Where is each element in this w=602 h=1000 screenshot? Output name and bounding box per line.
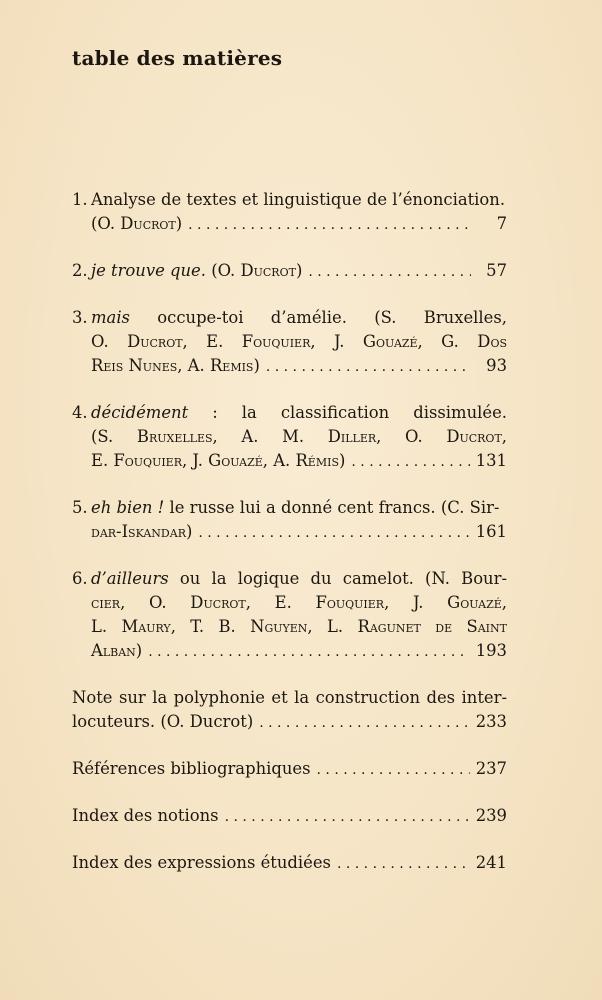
entry-last-line [72, 851, 507, 876]
page-number: 239 [475, 806, 507, 825]
entry-title-italic: mais [91, 308, 130, 327]
entry-last-line [91, 520, 507, 545]
entry-title-italic: d’ailleurs [91, 569, 169, 588]
entry-last-line [91, 354, 507, 379]
leader-dots [188, 213, 471, 237]
leader-dots [266, 355, 471, 379]
entry-authors: (O. Ducrot) [91, 214, 183, 233]
page-number: 241 [475, 853, 507, 872]
entry-title: Références bibliographiques [72, 759, 311, 778]
page-number: 237 [475, 759, 507, 778]
entry-authors: dar-Iskandar) [91, 522, 193, 541]
toc-entry [72, 306, 507, 379]
toc-entry [72, 804, 507, 829]
table-of-contents [72, 188, 507, 898]
entry-number: 3. [72, 308, 88, 327]
entry-last-line [91, 639, 507, 664]
entry-number: 1. [72, 190, 88, 209]
entry-last-line [72, 757, 507, 782]
leader-dots [308, 260, 471, 284]
toc-entry [72, 259, 507, 284]
entry-title-italic: je trouve que. [91, 261, 206, 280]
entry-title-line: L. Maury, T. B. Nguyen, L. Ragunet de Saint [91, 617, 507, 636]
page-number: 131 [475, 451, 507, 470]
toc-entry [72, 188, 507, 237]
entry-last-line [91, 259, 507, 284]
leader-dots [198, 521, 469, 545]
page-number: 233 [475, 712, 507, 731]
leader-dots [225, 805, 470, 829]
entry-title-line: mais occupe-toi d’amélie. (S. Bruxelles, [91, 308, 507, 327]
page-number: 193 [475, 641, 507, 660]
page-number: 7 [496, 214, 507, 233]
entry-title-line: eh bien ! le russe lui a donné cent francs. (C. Sir- [91, 498, 500, 517]
entry-last-line [91, 449, 507, 474]
entry-title-line: d’ailleurs ou la logique du camelot. (N. Bour- [91, 569, 507, 588]
entry-number: 2. [72, 261, 88, 280]
page-number: 57 [486, 261, 507, 280]
entry-title-line: décidément : la classification dissimulée. [91, 403, 507, 422]
leader-dots [351, 450, 469, 474]
entry-last-line [72, 710, 507, 735]
entry-authors: locuteurs. (O. Ducrot) [72, 712, 254, 731]
entry-title-line: O. Ducrot, E. Fouquier, J. Gouazé, G. Dos [91, 332, 507, 351]
toc-entry [72, 757, 507, 782]
entry-title-line: Analyse de textes et linguistique de l’énonciation. [91, 190, 506, 209]
entry-title-line: Note sur la polyphonie et la construction des inter- [72, 688, 507, 707]
page-title: table des matières [72, 46, 283, 70]
entry-number: 4. [72, 403, 88, 422]
leader-dots [337, 852, 470, 876]
entry-authors: (O. Ducrot) [211, 261, 303, 280]
entry-last-line [91, 212, 507, 237]
entry-title-italic: décidément [91, 403, 189, 422]
toc-entry [72, 686, 507, 735]
page-number: 161 [475, 522, 507, 541]
entry-authors: Alban) [91, 641, 143, 660]
leader-dots [317, 758, 470, 782]
entry-title-line: (S. Bruxelles, A. M. Diller, O. Ducrot, [91, 427, 507, 446]
entry-number: 6. [72, 569, 88, 588]
entry-title: Index des expressions étudiées [72, 853, 331, 872]
entry-last-line [72, 804, 507, 829]
entry-title-line: cier, O. Ducrot, E. Fouquier, J. Gouazé, [91, 593, 507, 612]
entry-title-italic: eh bien ! [91, 498, 165, 517]
leader-dots [259, 711, 469, 735]
entry-number: 5. [72, 498, 88, 517]
entry-authors: Reis Nunes, A. Remis) [91, 356, 260, 375]
toc-entry [72, 496, 507, 545]
entry-authors: E. Fouquier, J. Gouazé, A. Rémis) [91, 451, 346, 470]
toc-entry [72, 401, 507, 474]
toc-entry [72, 567, 507, 664]
leader-dots [148, 640, 470, 664]
entry-title: Index des notions [72, 806, 219, 825]
page-number: 93 [486, 356, 507, 375]
toc-entry [72, 851, 507, 876]
